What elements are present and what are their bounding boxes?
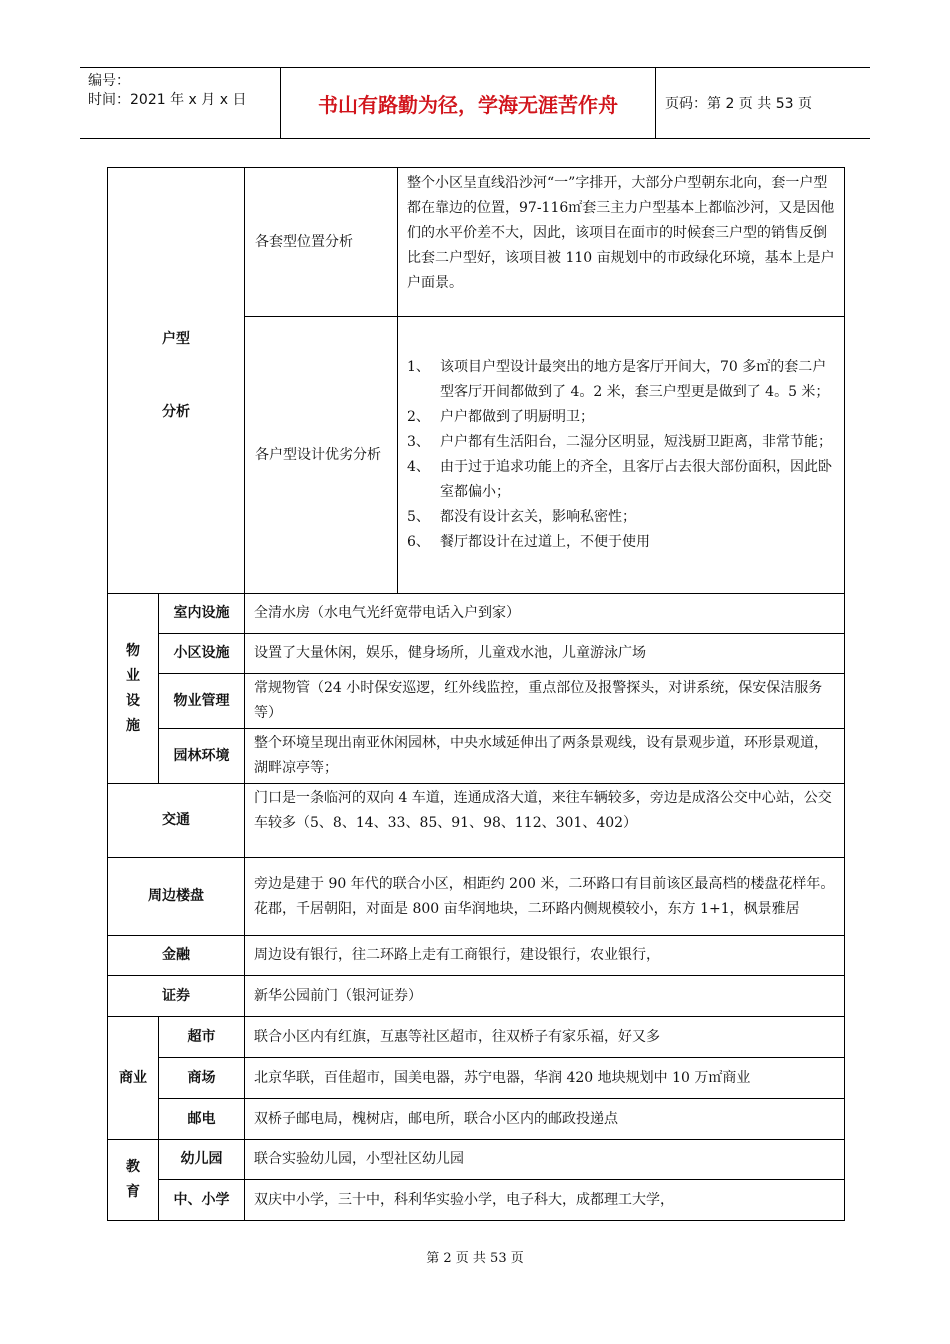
list-item-number: 1、 — [407, 359, 430, 375]
header-meta — [80, 68, 281, 138]
property-management-text: 常规物管（24 小时保安巡逻，红外线监控，重点部位及报警探头，对讲系统，保安保洁服务等） — [245, 674, 845, 729]
list-item-number: 3、 — [407, 434, 430, 450]
header-time-label: 时间：2021 年 x 月 x 日 — [88, 92, 247, 108]
community-facilities-text: 设置了大量休闲，娱乐，健身场所，儿童戏水池，儿童游泳广场 — [245, 634, 845, 674]
design-analysis-cell — [398, 317, 845, 594]
list-item-number: 4、 — [407, 459, 430, 475]
unit-analysis-label-line2: 分析 — [162, 403, 190, 420]
commerce-group-label: 商业 — [108, 1017, 159, 1140]
school-label: 中、小学 — [159, 1180, 245, 1221]
surrounding-text: 旁边是建于 90 年代的联合小区，相距约 200 米，二环路口有目前该区最高档的楼盘花样年。花郡，千居朝阳，对面是 800 亩华润地块，二环路内侧规模较小，东方 1+1，枫景雅居 — [245, 858, 845, 936]
mall-label: 商场 — [159, 1058, 245, 1099]
table-row — [108, 1058, 845, 1099]
finance-text: 周边设有银行，往二环路上走有工商银行，建设银行，农业银行， — [245, 936, 845, 976]
table-row — [108, 1099, 845, 1140]
education-group-char: 育 — [126, 1184, 140, 1200]
list-item — [407, 455, 836, 505]
education-group-char: 教 — [126, 1159, 140, 1175]
table-row — [108, 674, 845, 729]
landscape-text: 整个环境呈现出南亚休闲园林，中央水域延伸出了两条景观线，设有景观步道，环形景观道，湖畔凉亭等； — [245, 729, 845, 784]
list-item — [407, 405, 836, 430]
table-row — [108, 168, 845, 317]
list-item — [407, 430, 836, 455]
list-item-text: 户户都有生活阳台，二湿分区明显，短浅厨卫距离，非常节能； — [440, 434, 832, 450]
landscape-label: 园林环境 — [159, 729, 245, 784]
mall-text: 北京华联，百佳超市，国美电器，苏宁电器，华润 420 地块规划中 10 万㎡商业 — [245, 1058, 845, 1099]
finance-label: 金融 — [108, 936, 245, 976]
list-item-number: 2、 — [407, 409, 430, 425]
table-row — [108, 1017, 845, 1058]
table-row — [108, 634, 845, 674]
list-item-text: 都没有设计玄关，影响私密性； — [440, 509, 636, 525]
list-item-text: 户户都做到了明厨明卫； — [440, 409, 594, 425]
table-row — [108, 784, 845, 858]
supermarket-label: 超市 — [159, 1017, 245, 1058]
design-analysis-list — [407, 355, 836, 555]
list-item-number: 5、 — [407, 509, 430, 525]
education-group-label — [108, 1140, 159, 1221]
position-analysis-label: 各套型位置分析 — [245, 168, 398, 317]
property-group-label — [108, 594, 159, 784]
header-number-label: 编号： — [88, 73, 130, 89]
property-group-char: 物 — [126, 642, 140, 659]
property-management-label: 物业管理 — [159, 674, 245, 729]
design-analysis-label: 各户型设计优劣分析 — [245, 317, 398, 594]
kindergarten-label: 幼儿园 — [159, 1140, 245, 1180]
list-item — [407, 505, 836, 530]
table-row — [108, 1140, 845, 1180]
page-footer: 第 2 页 共 53 页 — [426, 1251, 524, 1266]
surrounding-label: 周边楼盘 — [108, 858, 245, 936]
table-row — [108, 858, 845, 936]
property-group-char: 施 — [126, 717, 140, 734]
securities-label: 证券 — [108, 976, 245, 1017]
header-slogan: 书山有路勤为径，学海无涯苦作舟 — [281, 68, 656, 138]
post-label: 邮电 — [159, 1099, 245, 1140]
list-item-text: 由于过于追求功能上的齐全，且客厅占去很大部份面积，因此卧室都偏小； — [440, 459, 832, 500]
property-group-char: 设 — [126, 692, 140, 709]
supermarket-text: 联合小区内有红旗，互惠等社区超市，往双桥子有家乐福，好又多 — [245, 1017, 845, 1058]
list-item-number: 6、 — [407, 534, 430, 550]
community-facilities-label: 小区设施 — [159, 634, 245, 674]
securities-text: 新华公园前门（银河证券） — [245, 976, 845, 1017]
indoor-facilities-label: 室内设施 — [159, 594, 245, 634]
table-row — [108, 1180, 845, 1221]
property-group-char: 业 — [126, 667, 140, 684]
unit-analysis-label — [108, 168, 245, 594]
position-analysis-text: 整个小区呈直线沿沙河“一”字排开，大部分户型朝东北向，套一户型都在靠边的位置，97-116㎡套三主力户型基本上都临沙河，又是因他们的水平价差不大，因此，该项目在面市的时候套三户型的销售反倒比套二户型好，该项目被 110 亩规划中的市政绿化环境，基本上是户户面景。 — [398, 168, 845, 317]
table-row — [108, 936, 845, 976]
table-row — [108, 976, 845, 1017]
list-item-text: 餐厅都设计在过道上，不便于使用 — [440, 534, 650, 550]
traffic-text: 门口是一条临河的双向 4 车道，连通成洛大道，来往车辆较多，旁边是成洛公交中心站，公交车较多（5、8、14、33、85、91、98、112、301、402） — [245, 784, 845, 858]
indoor-facilities-text: 全清水房（水电气光纤宽带电话入户到家） — [245, 594, 845, 634]
list-item — [407, 530, 836, 555]
analysis-table — [107, 167, 845, 1221]
list-item — [407, 355, 836, 405]
kindergarten-text: 联合实验幼儿园，小型社区幼儿园 — [245, 1140, 845, 1180]
post-text: 双桥子邮电局，槐树店，邮电所，联合小区内的邮政投递点 — [245, 1099, 845, 1140]
table-row — [108, 594, 845, 634]
school-text: 双庆中小学，三十中，科利华实验小学，电子科大，成都理工大学， — [245, 1180, 845, 1221]
traffic-label: 交通 — [108, 784, 245, 858]
table-row — [108, 729, 845, 784]
unit-analysis-label-line1: 户型 — [162, 330, 190, 347]
page-header — [80, 67, 870, 139]
list-item-text: 该项目户型设计最突出的地方是客厅开间大，70 多㎡的套二户型客厅开间都做到了 4。2 米，套三户型更是做到了 4。5 米； — [440, 359, 830, 400]
header-page-info: 页码：第 2 页 共 53 页 — [665, 96, 812, 112]
